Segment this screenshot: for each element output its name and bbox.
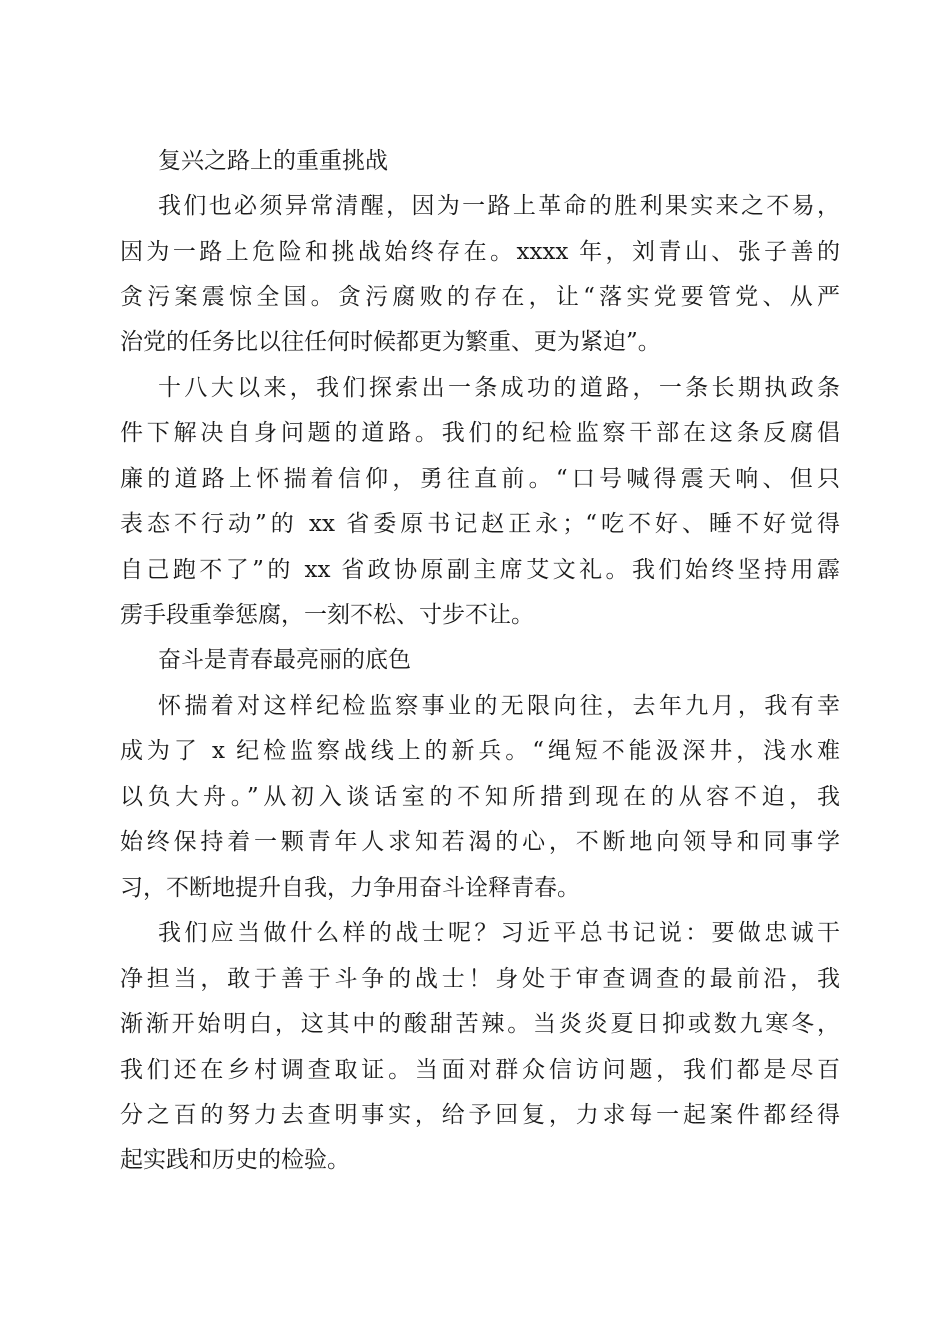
paragraph-line: 习，不断地提升自我，力争用奋斗诠释青春。	[120, 875, 580, 901]
paragraph-line: 贪污案震惊全国。贪污腐败的存在，让“落实党要管党、从严	[120, 284, 840, 310]
paragraph-line: 以负大舟。”从初入谈话室的不知所措到现在的从容不迫，我	[120, 784, 840, 810]
section-heading: 奋斗是青春最亮丽的底色	[158, 647, 411, 673]
paragraph-line: 分之百的努力去查明事实，给予回复，力求每一起案件都经得	[120, 1102, 840, 1128]
paragraph-line: 始终保持着一颗青年人求知若渴的心，不断地向领导和同事学	[120, 829, 840, 855]
paragraph-line: 自己跑不了”的 xx 省政协原副主席艾文礼。我们始终坚持用霹	[120, 557, 840, 583]
paragraph-line: 怀揣着对这样纪检监察事业的无限向往，去年九月，我有幸	[158, 693, 840, 719]
paragraph-line: 起实践和历史的检验。	[120, 1147, 350, 1173]
paragraph-line: 件下解决自身问题的道路。我们的纪检监察干部在这条反腐倡	[120, 420, 840, 446]
paragraph-line: 廉的道路上怀揣着信仰，勇往直前。“口号喊得震天响、但只	[120, 466, 840, 492]
paragraph-line: 我们也必须异常清醒，因为一路上革命的胜利果实来之不易，	[158, 193, 840, 219]
paragraph-line: 渐渐开始明白，这其中的酸甜苦辣。当炎炎夏日抑或数九寒冬，	[120, 1011, 840, 1037]
paragraph-line: 我们应当做什么样的战士呢？习近平总书记说：要做忠诚干	[158, 920, 840, 946]
paragraph-line: 净担当，敢于善于斗争的战士！身处于审查调查的最前沿，我	[120, 966, 840, 992]
paragraph-line: 治党的任务比以往任何时候都更为繁重、更为紧迫”。	[120, 329, 661, 355]
paragraph-line: 我们还在乡村调查取证。当面对群众信访问题，我们都是尽百	[120, 1057, 840, 1083]
paragraph-line: 十八大以来，我们探索出一条成功的道路，一条长期执政条	[158, 375, 840, 401]
paragraph-line: 因为一路上危险和挑战始终存在。xxxx 年，刘青山、张子善的	[120, 239, 840, 265]
section-heading: 复兴之路上的重重挑战	[158, 148, 388, 174]
paragraph-line: 雳手段重拳惩腐，一刻不松、寸步不让。	[120, 602, 534, 628]
paragraph-line: 成为了 x 纪检监察战线上的新兵。“绳短不能汲深井，浅水难	[120, 738, 840, 764]
paragraph-line: 表态不行动”的 xx 省委原书记赵正永；“吃不好、睡不好觉得	[120, 511, 840, 537]
